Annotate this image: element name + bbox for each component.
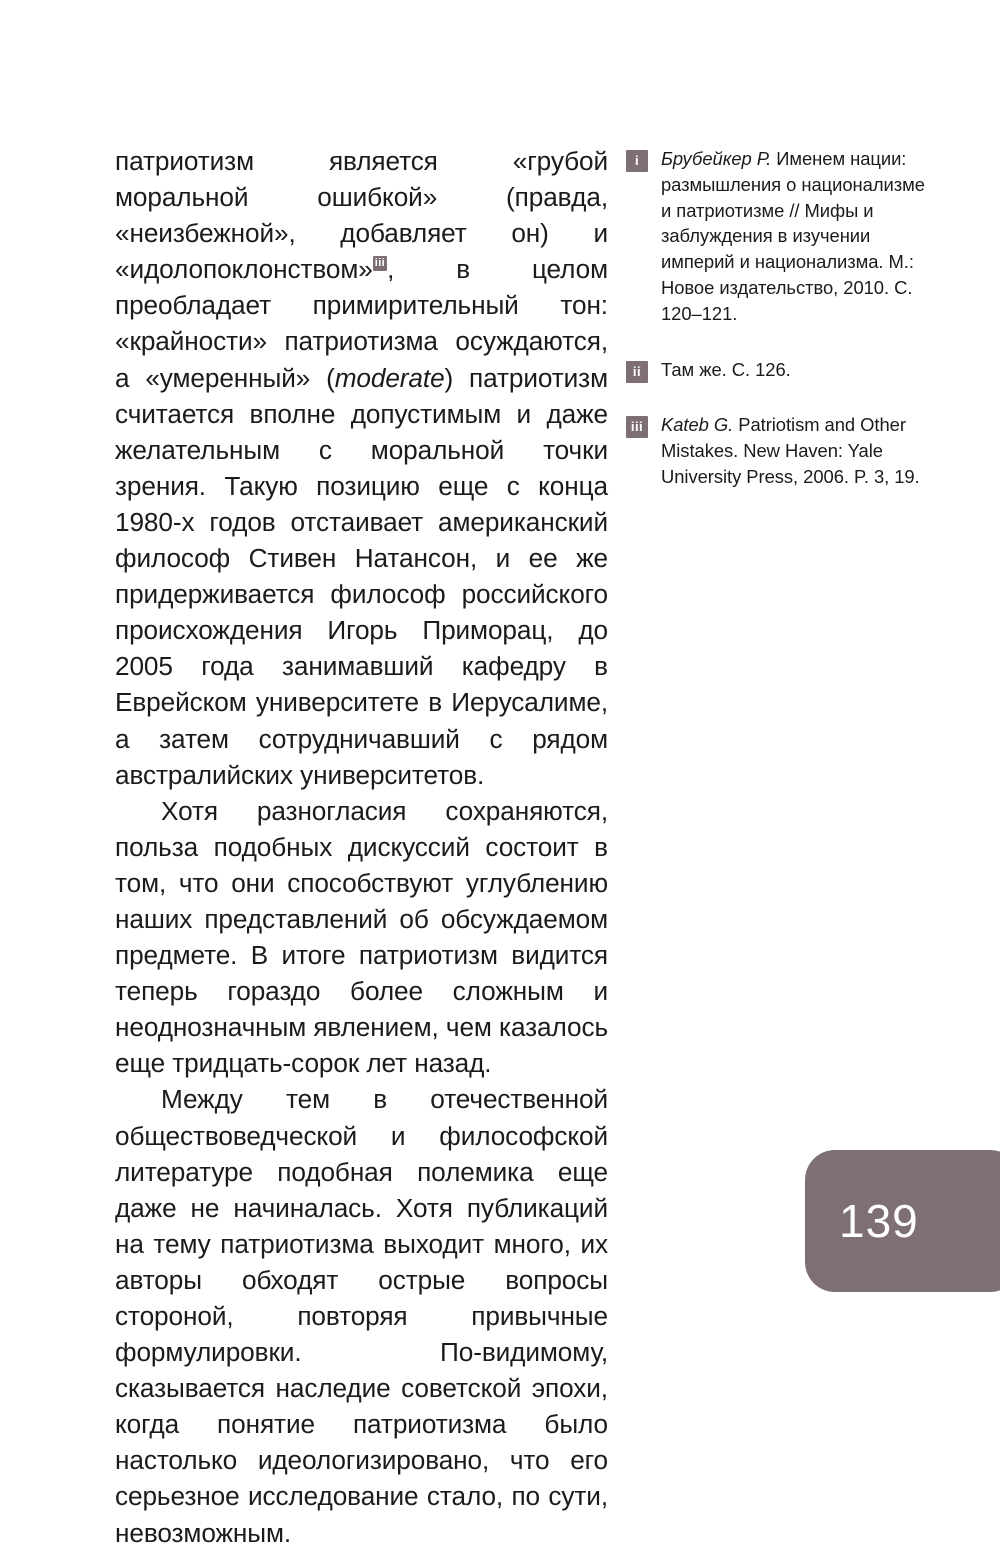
side-notes-column [626,146,926,490]
page-number-badge [805,1150,1000,1292]
main-text-column [115,143,608,1551]
paragraph-1-segment-1: патриотизм является «грубой моральной ошибкой» (правда, «неизбежной», добавляет он) и «идолопоклонством» [115,146,608,285]
footnote-reference-iii[interactable]: iii [374,257,386,270]
paragraph-1-italic-term: moderate [334,362,445,393]
side-note-marker-i[interactable]: i [626,150,648,172]
side-note-2-body: Там же. С. 126. [661,358,791,380]
side-note-text-2 [661,357,926,383]
side-note-1 [626,146,926,327]
side-note-1-author: Брубейкер Р. [661,148,772,169]
paragraph-1-segment-5: ) патриотизм считается вполне допустимым и даже желательным с моральной точки зрения. Такую позицию еще с конца 1980‑х годов отстаивает американский философ Стивен Натансон, и ее же придерживается философ российского происхождения Игорь Приморац, до 2005 года занимавший кафедру в Еврейском университете в Иерусалиме, а затем сотрудничавший с рядом австралийских университетов. [115,362,608,790]
side-note-marker-iii[interactable]: iii [626,416,648,438]
page-number: 139 [839,1195,919,1247]
side-note-marker-ii[interactable]: ii [626,361,648,383]
body-paragraph-1 [115,143,608,793]
side-note-text-1 [661,146,926,327]
paragraph-1-segment-3: , в целом преобладает примирительный тон: «крайности» патриотизма осуждаются, а «умеренный» ( [115,254,608,393]
side-note-text-3 [661,412,926,489]
body-paragraph-3: Между тем в отечественной обществоведческой и философской литературе подобная полемика еще даже не начиналась. Хотя публикаций на тему патриотизма выходит много, их авторы обходят острые вопросы стороной, повторяя привычные формулировки. По-видимому, сказывается наследие советской эпохи, когда понятие патриотизма было настолько идеологизировано, что его серьезное исследование стало, по сути, невозможным. [115,1084,608,1548]
side-note-3-body: Patriotism and Other Mistakes. New Haven: Yale University Press, 2006. P. 3, 19. [661,414,920,487]
side-note-2 [626,357,926,383]
side-note-3 [626,412,926,489]
side-note-1-body: Именем нации: размышления о национализме и патриотизме // Мифы и заблуждения в изучении империй и национализма. М.: Новое издательство, 2010. С. 120–121. [661,148,925,324]
body-paragraph-2: Хотя разногласия сохраняются, польза подобных дискуссий состоит в том, что они способствуют углублению наших представлений об обсуждаемом предмете. В итоге патриотизм видится теперь гораздо более сложным и неоднозначным явлением, чем казалось еще тридцать-сорок лет назад. [115,795,608,1079]
side-note-3-author: Kateb G. [661,414,734,436]
